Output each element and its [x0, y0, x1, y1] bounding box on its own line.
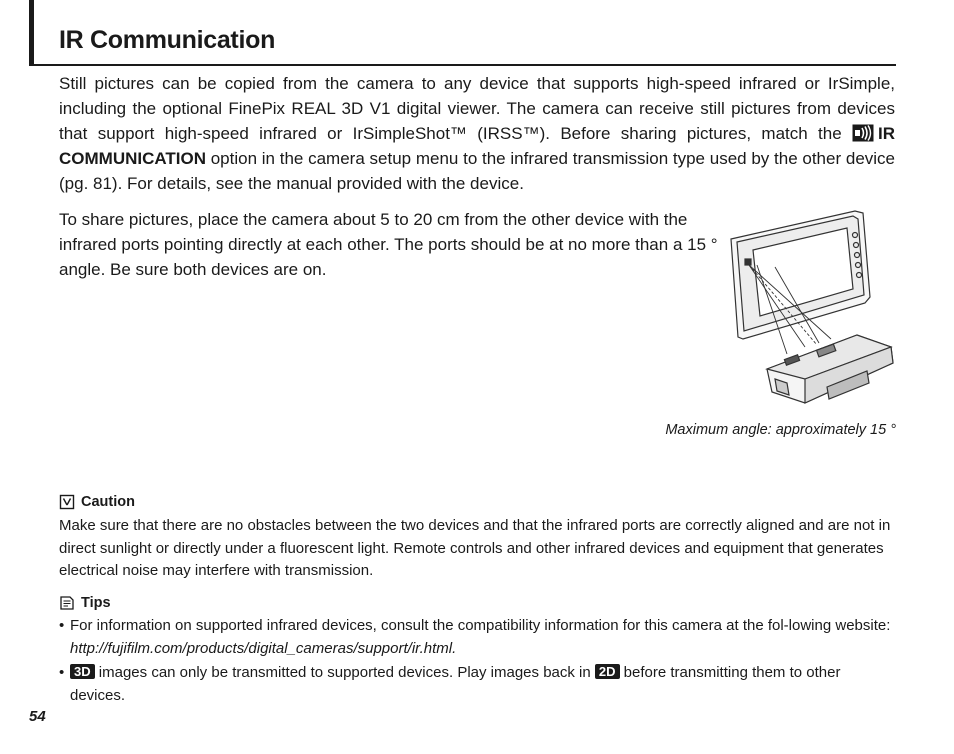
caution-icon: [59, 494, 75, 510]
tip-compatibility-text: For information on supported infrared devices, consult the compatibility information for this camera at the fol-lowing website:: [70, 617, 891, 634]
figure-caption: Maximum angle: approximately 15 °: [665, 422, 896, 438]
caution-heading: [59, 494, 135, 510]
header-rule: [29, 64, 896, 66]
intro-text-before: Still pictures can be copied from the camera to any device that supports high-speed infrared or IrSimple, including the optional FinePix REAL 3D V1 digital viewer. The camera can receive still pictures from devices that support high-speed infrared or IrSimpleShot™ (IRSS™). Before sharing pictures, match the: [59, 74, 895, 143]
intro-text-after: option in the camera setup menu to the infrared transmission type used by the other device (pg. 81). For details, see the manual provided with the device.: [59, 149, 895, 193]
page-number: 54: [29, 708, 46, 725]
sharing-paragraph: To share pictures, place the camera about 5 to 20 cm from the other device with the infrared ports pointing directly at each other. The ports should be at no more than a 15 ° angle. Be sure both devices are on.: [59, 210, 718, 279]
ir-communication-icon: [852, 124, 874, 142]
tips-heading: [59, 595, 111, 611]
digital-viewer-drawing: [731, 211, 870, 339]
intro-paragraph: [59, 71, 895, 196]
page-title: IR Communication: [59, 26, 276, 54]
ir-devices-illustration: [727, 207, 897, 417]
tip-3d-text-end: before transmitting them to other devices.: [70, 664, 841, 704]
header-bar: [29, 0, 34, 66]
tip-item-3d-images: [59, 662, 895, 707]
caution-text: Make sure that there are no obstacles between the two devices and that the infrared ports are correctly aligned and are not in direct sunlight or directly under a fluorescent light. Remote controls and other infrared devices and equipment that generates electrical noise may interfere with transmission.: [59, 517, 891, 579]
ir-communication-option: IR COMMUNICATION: [59, 124, 895, 168]
tip-3d-text-mid: images can only be transmitted to supported devices. Play images back in: [94, 664, 595, 681]
tips-heading-label: Tips: [81, 595, 111, 611]
tips-icon: [59, 595, 75, 611]
caution-heading-label: Caution: [81, 494, 135, 510]
badge-2d: 2D: [595, 664, 620, 679]
support-url-link[interactable]: http://fujifilm.com/products/digital_cameras/support/ir.html.: [70, 639, 457, 657]
badge-3d: 3D: [70, 664, 95, 679]
camera-drawing: [767, 335, 893, 403]
tips-list: [59, 615, 895, 709]
tip-item-compatibility: [59, 615, 895, 660]
